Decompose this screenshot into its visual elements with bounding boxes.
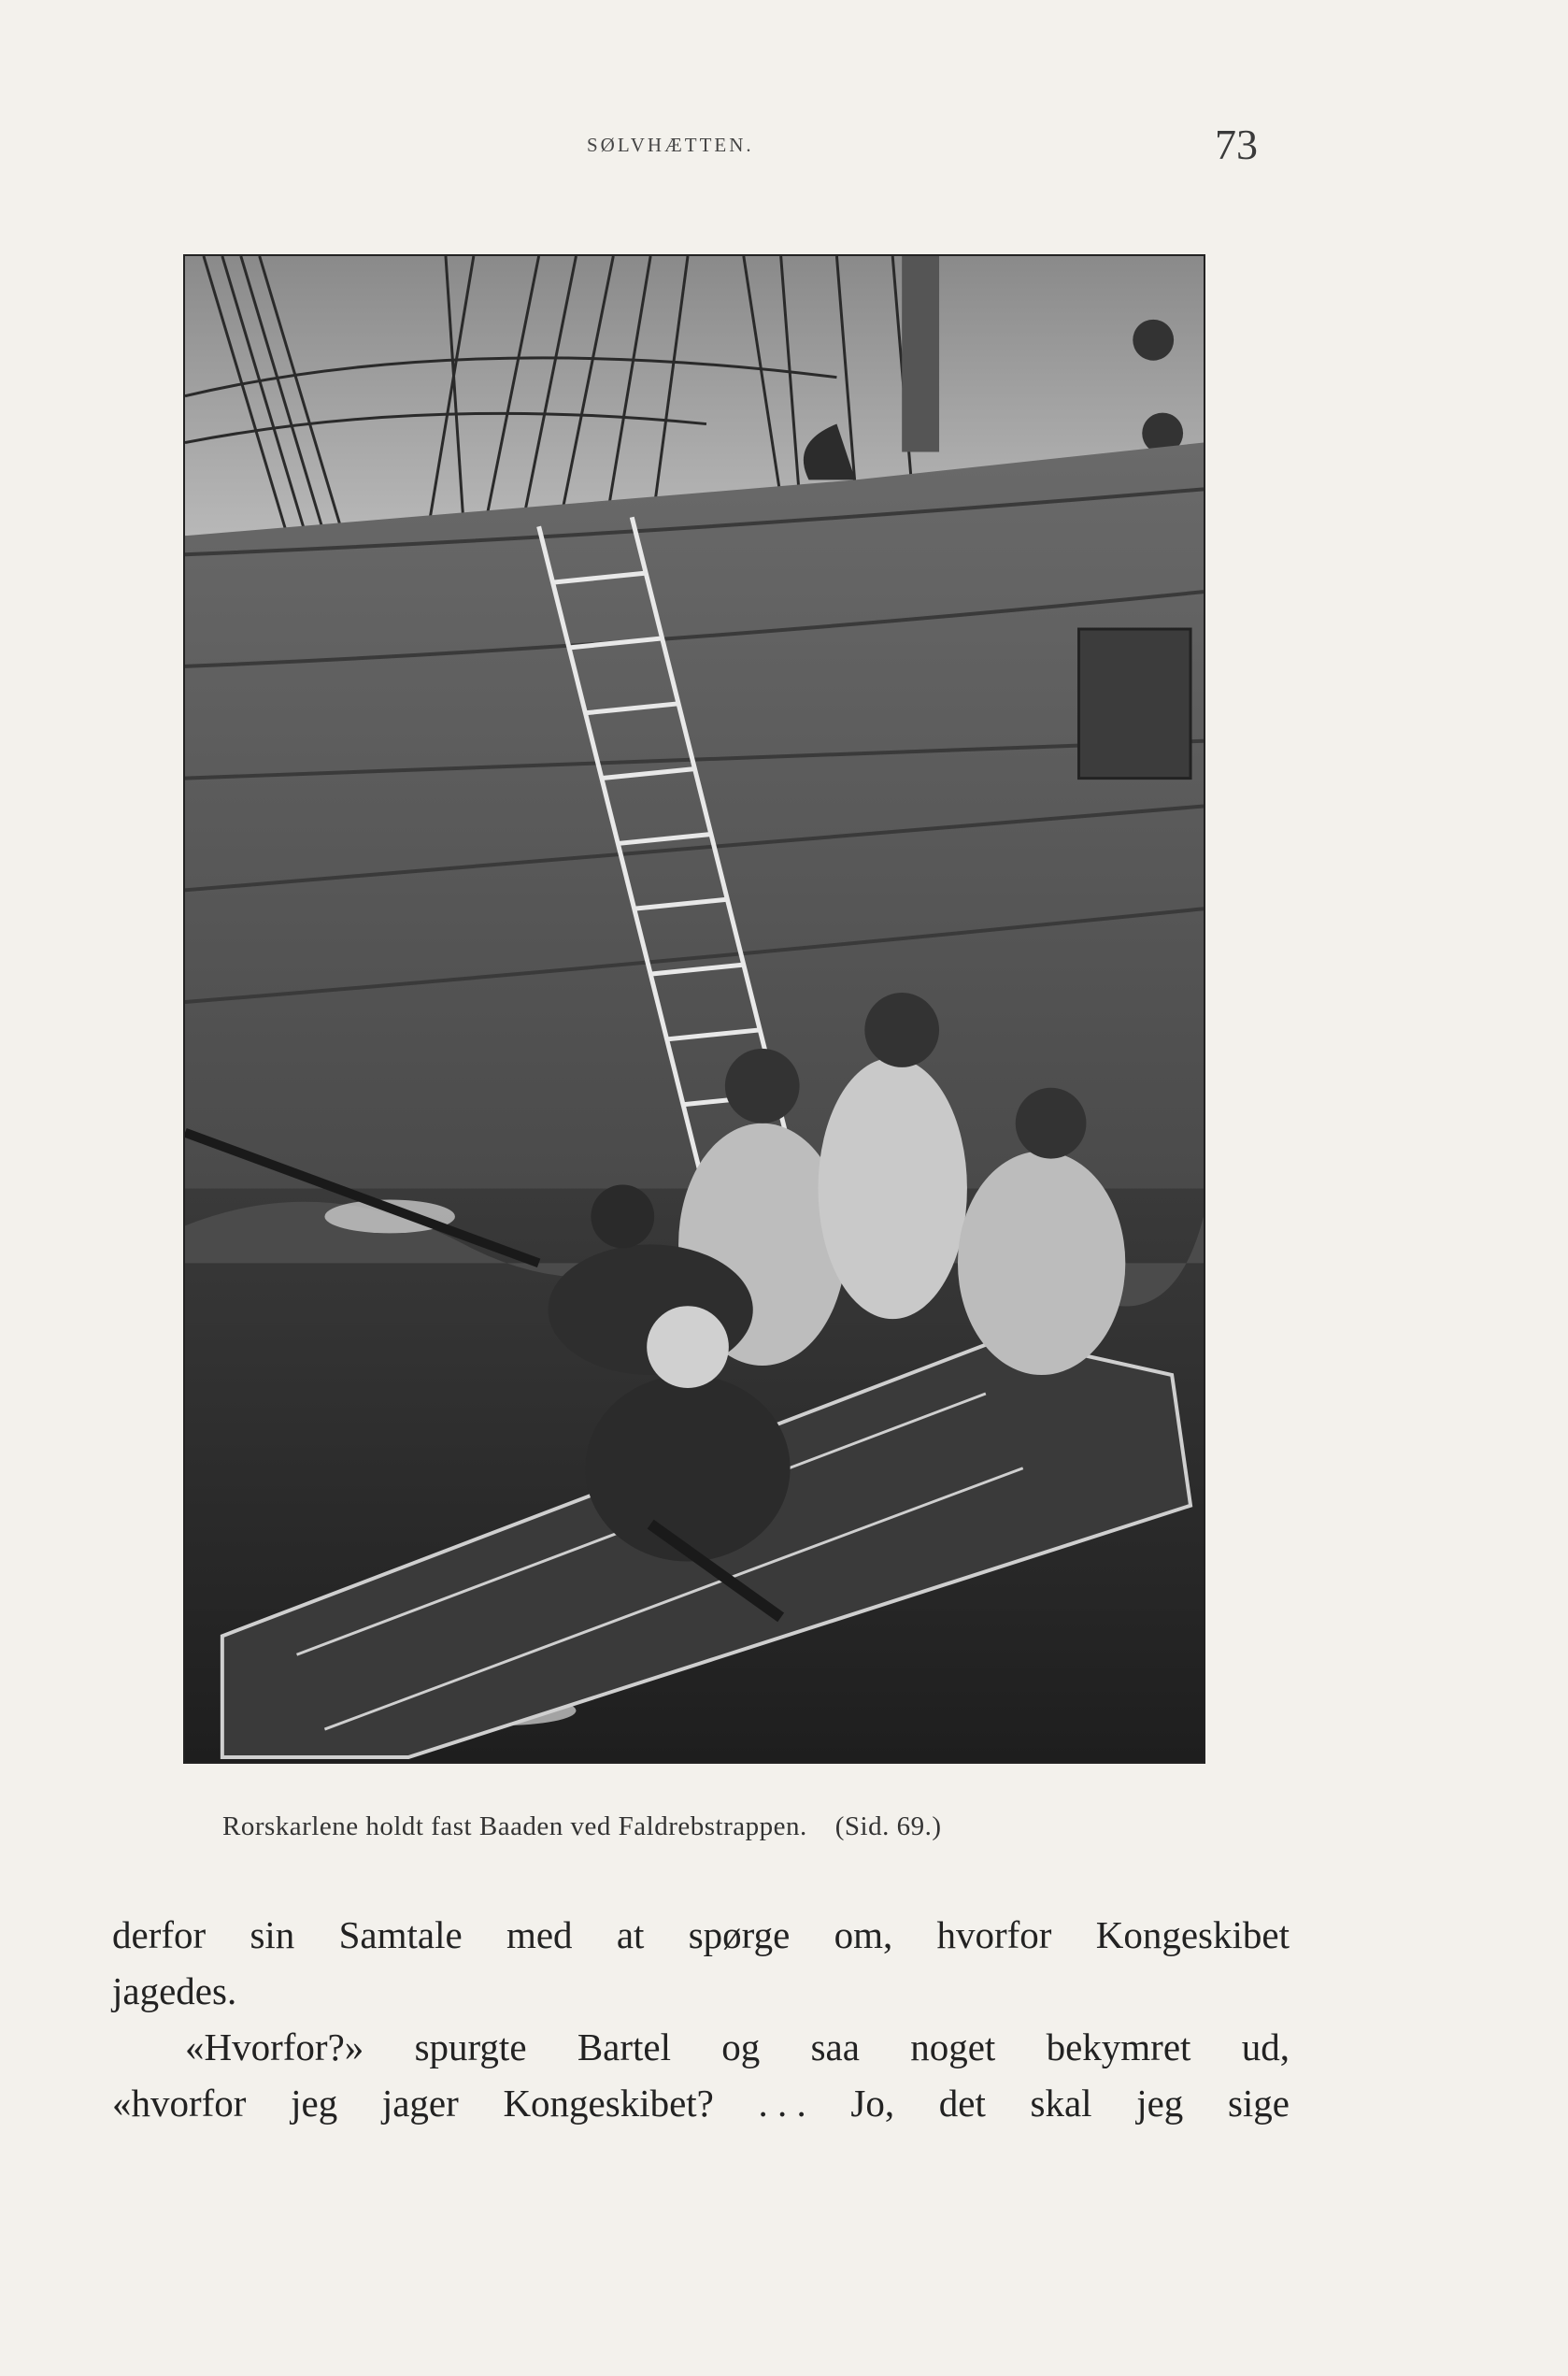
- word: Kongeskibet?: [503, 2082, 714, 2125]
- text-line-2: jagedes.: [112, 1969, 237, 2012]
- word: «hvorfor: [112, 2082, 247, 2125]
- word: Samtale: [338, 1913, 463, 1956]
- word: jager: [381, 2082, 459, 2125]
- illustration-caption: [222, 1811, 942, 1842]
- page-number: 73: [1215, 121, 1258, 168]
- caption-text: Rorskarlene holdt fast Baaden ved Faldrebstrappen.: [222, 1811, 807, 1841]
- word: Kongeskibet: [1095, 1913, 1290, 1956]
- word: med: [506, 1913, 573, 1956]
- running-title: SØLVHÆTTEN.: [587, 134, 754, 156]
- caption-page-reference: (Sid. 69.): [834, 1811, 942, 1841]
- word: og: [721, 2025, 761, 2068]
- word: sige: [1227, 2082, 1290, 2125]
- text-line-1: [112, 1907, 1290, 1963]
- body-text: [112, 1907, 1290, 2131]
- word: spørge: [688, 1913, 791, 1956]
- word: «Hvorfor?»: [185, 2025, 364, 2068]
- hull: [185, 443, 1204, 1189]
- word: Jo,: [850, 2082, 895, 2125]
- illustration-plate: [183, 254, 1205, 1764]
- word: jeg: [291, 2082, 338, 2125]
- text-line-4: [112, 2075, 1290, 2131]
- word: bekymret: [1046, 2025, 1191, 2068]
- word: derfor: [112, 1913, 207, 1956]
- word: det: [938, 2082, 986, 2125]
- word: om,: [834, 1913, 893, 1956]
- word: Bartel: [577, 2025, 671, 2068]
- word: ud,: [1241, 2025, 1290, 2068]
- word: saa: [810, 2025, 860, 2068]
- word: at: [616, 1913, 645, 1956]
- word: hvorfor: [936, 1913, 1052, 1956]
- text-line-3: [112, 2019, 1290, 2075]
- word: spurgte: [414, 2025, 527, 2068]
- word: . . .: [758, 2082, 806, 2125]
- word: jeg: [1136, 2082, 1184, 2125]
- word: noget: [910, 2025, 996, 2068]
- word: sin: [249, 1913, 295, 1956]
- word: skal: [1030, 2082, 1092, 2125]
- ship-ladder-illustration: [185, 256, 1204, 1762]
